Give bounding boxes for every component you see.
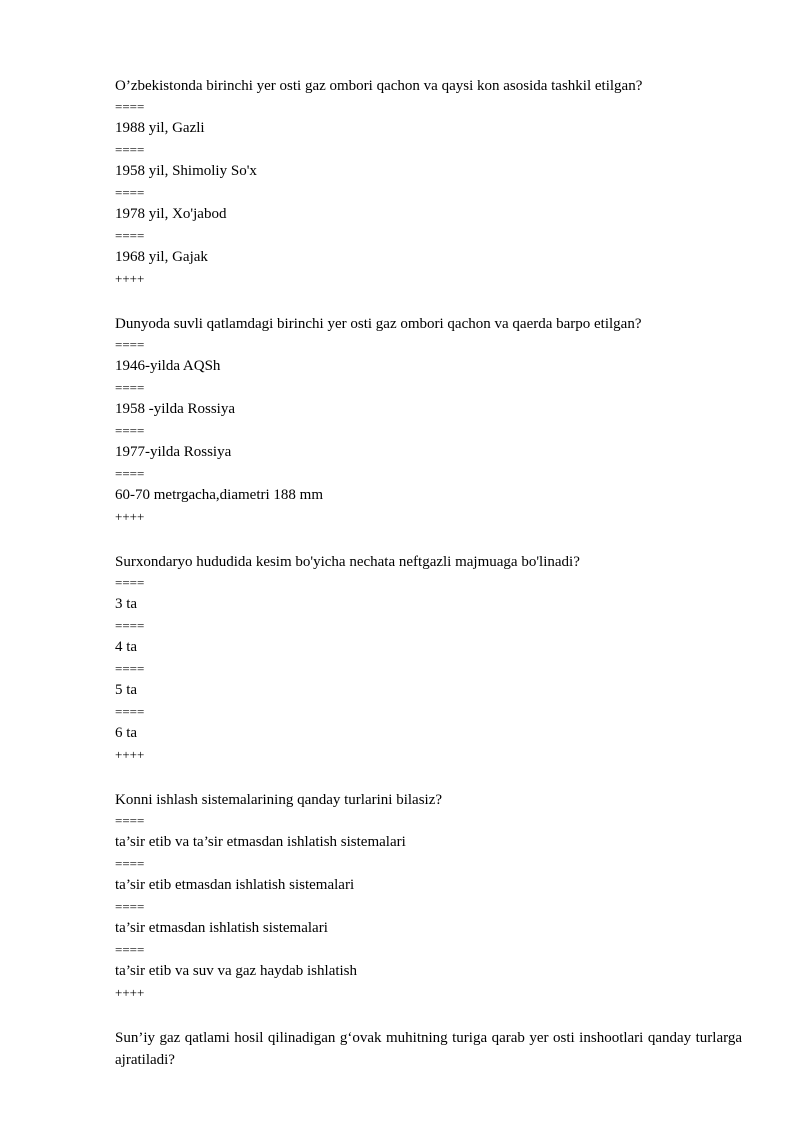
answer-option: 5 ta xyxy=(115,682,138,698)
answer-separator: ==== xyxy=(115,704,145,719)
answer-separator: ==== xyxy=(115,99,145,114)
answer-option: 4 ta xyxy=(115,639,138,655)
answer-option: ta’sir etib va ta’sir etmasdan ishlatish sistemalari xyxy=(115,834,406,850)
question-text: Konni ishlash sistemalarining qanday turlarini bilasiz? xyxy=(115,792,443,808)
question-text: Surxondaryo hududida kesim bo'yicha nechata neftgazli majmuaga bo'linadi? xyxy=(115,554,580,570)
answer-separator: ==== xyxy=(115,942,145,957)
answer-option: 1968 yil, Gajak xyxy=(115,249,208,265)
question-block-2 xyxy=(115,313,742,527)
answer-separator: ==== xyxy=(115,813,145,828)
answer-option: 6 ta xyxy=(115,725,138,741)
answer-option: 3 ta xyxy=(115,596,138,612)
answer-option: ta’sir etib va suv va gaz haydab ishlatish xyxy=(115,963,358,979)
answer-separator: ==== xyxy=(115,142,145,157)
question-block-4 xyxy=(115,789,742,1003)
answer-option: 1977-yilda Rossiya xyxy=(115,444,232,460)
question-block-3 xyxy=(115,551,742,765)
answer-option: 1978 yil, Xo'jabod xyxy=(115,206,227,222)
answer-option: 1958 -yilda Rossiya xyxy=(115,401,235,417)
answer-option: 1958 yil, Shimoliy So'x xyxy=(115,163,257,179)
answer-separator: ==== xyxy=(115,380,145,395)
answer-option: ta’sir etmasdan ishlatish sistemalari xyxy=(115,920,328,936)
answer-option: ta’sir etib etmasdan ishlatish sistemalari xyxy=(115,877,355,893)
question-text: O’zbekistonda birinchi yer osti gaz ombori qachon va qaysi kon asosida tashkil etilgan? xyxy=(115,78,643,94)
answer-separator: ==== xyxy=(115,575,145,590)
question-end-marker: ++++ xyxy=(115,509,145,524)
question-end-marker: ++++ xyxy=(115,747,145,762)
answer-option: 1946-yilda AQSh xyxy=(115,358,221,374)
answer-separator: ==== xyxy=(115,228,145,243)
answer-separator: ==== xyxy=(115,337,145,352)
answer-option: 1988 yil, Gazli xyxy=(115,120,205,136)
answer-option: 60-70 metrgacha,diametri 188 mm xyxy=(115,487,324,503)
question-end-marker: ++++ xyxy=(115,985,145,1000)
answer-separator: ==== xyxy=(115,185,145,200)
answer-separator: ==== xyxy=(115,466,145,481)
question-block-5 xyxy=(115,1027,742,1071)
answer-separator: ==== xyxy=(115,661,145,676)
question-text: Dunyoda suvli qatlamdagi birinchi yer osti gaz ombori qachon va qaerda barpo etilgan? xyxy=(115,316,642,332)
question-block-1 xyxy=(115,75,742,289)
question-end-marker: ++++ xyxy=(115,271,145,286)
answer-separator: ==== xyxy=(115,618,145,633)
answer-separator: ==== xyxy=(115,899,145,914)
answer-separator: ==== xyxy=(115,423,145,438)
question-text: Sun’iy gaz qatlami hosil qilinadigan g‘ovak muhitning turiga qarab yer osti inshootlari qanday turlarga ajratiladi? xyxy=(115,1030,742,1068)
answer-separator: ==== xyxy=(115,856,145,871)
